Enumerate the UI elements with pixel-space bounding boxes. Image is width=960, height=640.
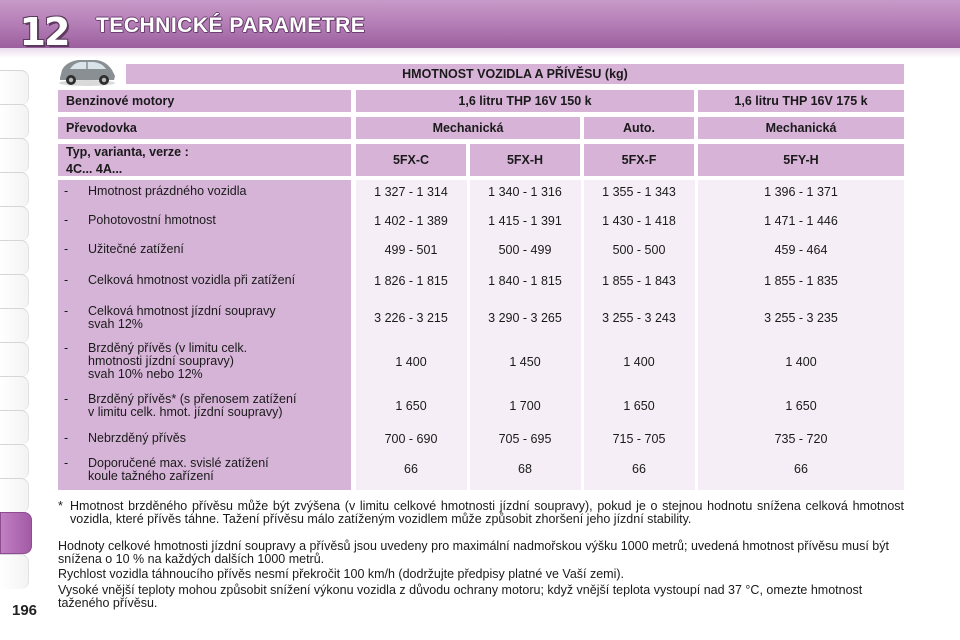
type-5fx-h: 5FX-H — [470, 144, 580, 176]
side-tab-6[interactable] — [0, 240, 29, 275]
row-label-text: Celková hmotnost jízdní soupravy svah 12% — [88, 304, 276, 331]
table-cell: 1 650 — [395, 399, 427, 413]
side-tab-8[interactable] — [0, 308, 29, 343]
table-cell: 500 - 500 — [612, 243, 666, 257]
table-cell: 66 — [632, 462, 646, 476]
gearbox-manual-175: Mechanická — [698, 117, 904, 139]
table-cell: 1 700 — [509, 399, 541, 413]
row-label-text: Brzděný přívěs* (s přenosem zatížení v limitu celk. hmot. jízdní soupravy) — [88, 392, 297, 419]
row-label-text: Doporučené max. svislé zatížení koule tažného zařízení — [88, 456, 269, 483]
footnote-text: Hmotnost brzděného přívěsu může být zvýšena (v limitu celkové hmotnosti jízdní soupravy), pokud je o stejnou hodnotu snížena celková hmotnost vozidla, které přívěs táhne. Tažení přívěsu málo zatíženým vozidlem může způsobit zhoršení jeho jízdní stability. — [70, 499, 904, 526]
table-cell: 3 255 - 3 235 — [764, 311, 838, 325]
row-label-text: Užitečné zatížení — [88, 242, 184, 256]
row-dash: - — [64, 456, 69, 470]
table-cell: 66 — [404, 462, 418, 476]
note-paragraph: Rychlost vozidla táhnoucího přívěs nesmí překročit 100 km/h (dodržujte předpisy platné ve Vaší zemi). — [58, 567, 625, 581]
type-5fx-f: 5FX-F — [584, 144, 694, 176]
table-cell: 1 430 - 1 418 — [602, 214, 676, 228]
side-tab-1[interactable] — [0, 70, 29, 105]
table-cell: 1 400 — [623, 355, 655, 369]
table-cell: 3 255 - 3 243 — [602, 311, 676, 325]
engine-175: 1,6 litru THP 16V 175 k — [698, 90, 904, 112]
table-cell: 1 340 - 1 316 — [488, 185, 562, 199]
side-tab-13[interactable] — [0, 478, 29, 513]
row-label-text: Celková hmotnost vozidla při zatížení — [88, 273, 296, 287]
note-paragraph: Vysoké vnější teploty mohou způsobit snížení výkonu vozidla z důvodu ochrany motoru; když vnější teplota vystoupí nad 37 °C, omezte hmotnost taženého přívěsu. — [58, 583, 863, 610]
table-cell: 499 - 501 — [384, 243, 438, 257]
side-tab-15[interactable] — [0, 554, 29, 589]
table-cell: 3 290 - 3 265 — [488, 311, 562, 325]
row-label-text: Pohotovostní hmotnost — [88, 213, 216, 227]
table-cell: 1 415 - 1 391 — [488, 214, 562, 228]
table-cell: 715 - 705 — [612, 432, 666, 446]
table-cell: 68 — [518, 462, 532, 476]
type-label-line2: 4C... 4A... — [66, 161, 123, 176]
car-icon — [56, 56, 118, 86]
row-label-text: Hmotnost prázdného vozidla — [88, 184, 247, 198]
type-5fx-c: 5FX-C — [356, 144, 466, 176]
page-number: 196 — [12, 602, 38, 619]
chapter-number: 12 — [19, 10, 69, 54]
header-fold — [0, 48, 960, 58]
table-cell: 1 450 — [509, 355, 541, 369]
side-tab-5[interactable] — [0, 206, 29, 241]
gearbox-label: Převodovka — [58, 117, 351, 139]
row-dash: - — [64, 242, 69, 256]
gearbox-manual-150: Mechanická — [356, 117, 580, 139]
table-cell: 700 - 690 — [384, 432, 438, 446]
row-dash: - — [64, 341, 69, 355]
row-dash: - — [64, 213, 69, 227]
row-dash: - — [64, 184, 69, 198]
table-cell: 66 — [794, 462, 808, 476]
page-title: TECHNICKÉ PARAMETRE — [96, 14, 366, 37]
side-tab-11[interactable] — [0, 410, 29, 445]
row-dash: - — [64, 392, 69, 406]
footnote-mark: * — [58, 499, 63, 513]
side-tab-10[interactable] — [0, 376, 29, 411]
table-cell: 3 226 - 3 215 — [374, 311, 448, 325]
side-tab-2[interactable] — [0, 104, 29, 139]
table-cell: 1 396 - 1 371 — [764, 185, 838, 199]
engine-label: Benzinové motory — [58, 90, 351, 112]
type-5fy-h: 5FY-H — [698, 144, 904, 176]
side-tab-active[interactable] — [0, 512, 32, 554]
table-cell: 1 650 — [623, 399, 655, 413]
type-label — [58, 144, 351, 176]
table-cell: 1 402 - 1 389 — [374, 214, 448, 228]
footnote — [58, 500, 904, 526]
table-title: HMOTNOST VOZIDLA A PŘÍVĚSU (kg) — [126, 64, 904, 84]
table-cell: 1 355 - 1 343 — [602, 185, 676, 199]
table-cell: 1 826 - 1 815 — [374, 274, 448, 288]
note-paragraph: Hodnoty celkové hmotnosti jízdní soupravy a přívěsů jsou uvedeny pro maximální nadmořskou výšku 1000 metrů; uvedená hmotnost přívěsu musí být snížena o 10 % na každých dalších 1000 metrů. — [58, 539, 889, 566]
table-cell: 1 471 - 1 446 — [764, 214, 838, 228]
table-cell: 459 - 464 — [774, 243, 828, 257]
engine-150: 1,6 litru THP 16V 150 k — [356, 90, 694, 112]
table-cell: 1 650 — [785, 399, 817, 413]
table-cell: 1 855 - 1 843 — [602, 274, 676, 288]
row-dash: - — [64, 431, 69, 445]
side-tab-4[interactable] — [0, 172, 29, 207]
side-tab-9[interactable] — [0, 342, 29, 377]
table-cell: 1 400 — [395, 355, 427, 369]
table-cell: 1 840 - 1 815 — [488, 274, 562, 288]
row-dash: - — [64, 273, 69, 287]
table-cell: 1 855 - 1 835 — [764, 274, 838, 288]
gearbox-auto: Auto. — [584, 117, 694, 139]
side-tab-12[interactable] — [0, 444, 29, 479]
side-tab-3[interactable] — [0, 138, 29, 173]
row-label-text: Nebrzděný přívěs — [88, 431, 186, 445]
type-label-line1: Typ, varianta, verze : — [66, 144, 189, 159]
row-dash: - — [64, 304, 69, 318]
table-cell: 1 327 - 1 314 — [374, 185, 448, 199]
table-cell: 705 - 695 — [498, 432, 552, 446]
table-cell: 735 - 720 — [774, 432, 828, 446]
side-tab-7[interactable] — [0, 274, 29, 309]
table-cell: 1 400 — [785, 355, 817, 369]
row-label-text: Brzděný přívěs (v limitu celk. hmotnosti jízdní soupravy) svah 10% nebo 12% — [88, 341, 248, 381]
table-cell: 500 - 499 — [498, 243, 552, 257]
